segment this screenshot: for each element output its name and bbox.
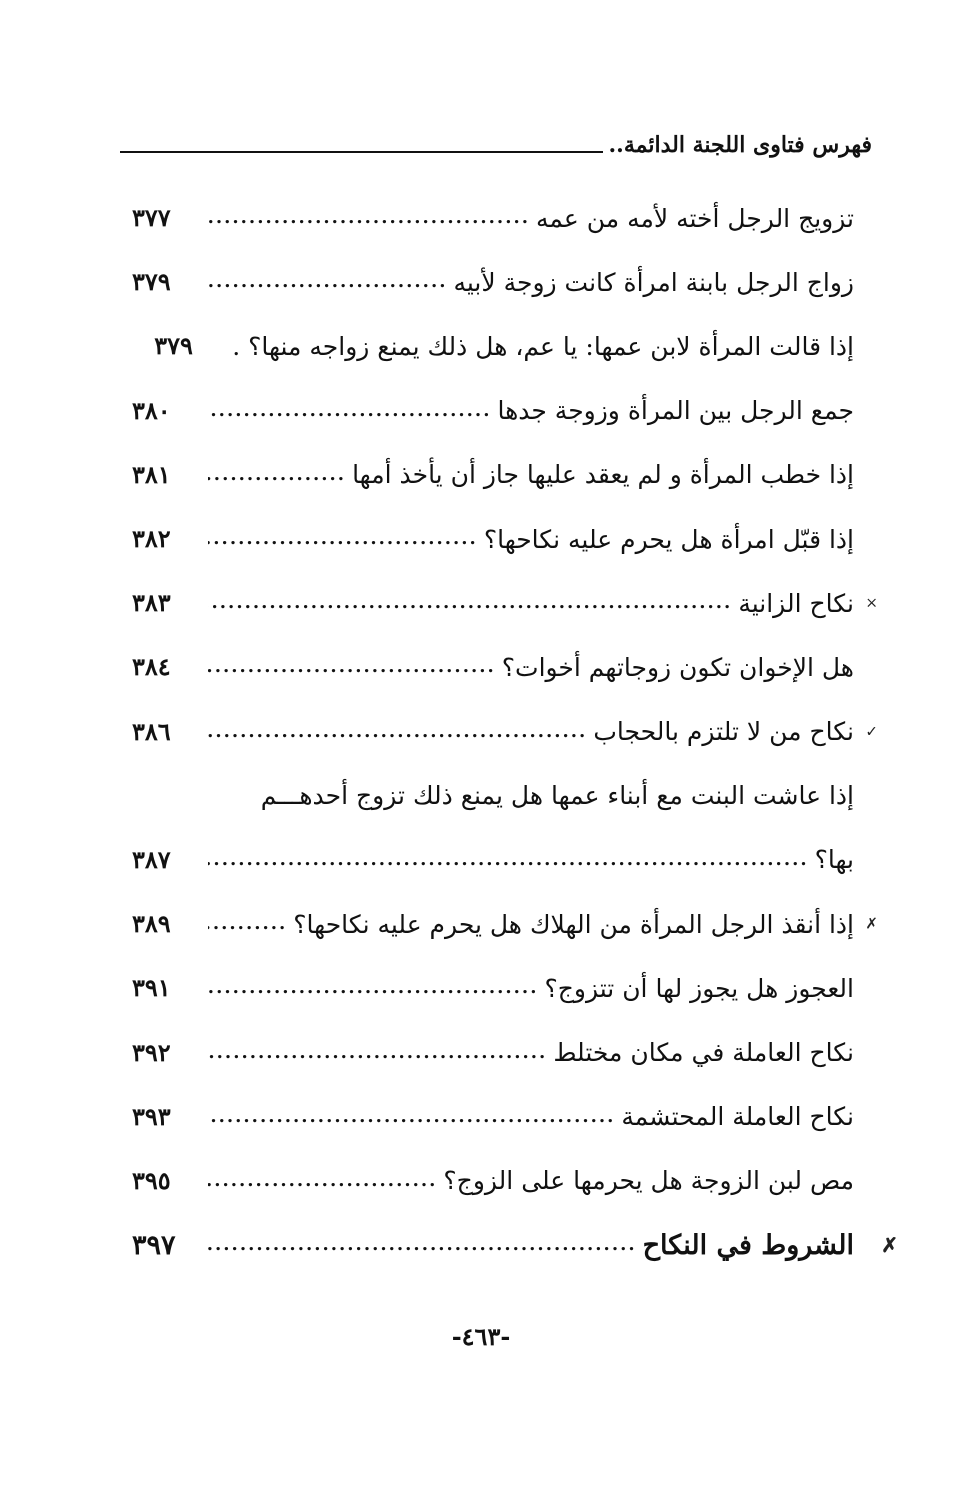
entry-page: ٣٩٥ — [132, 1165, 171, 1195]
toc-entry — [132, 828, 854, 892]
entry-title: نكاح الزانية — [738, 588, 854, 618]
entry-page: ٣٩٧ — [132, 1229, 176, 1261]
toc-entry — [132, 250, 854, 314]
header-title: فهرس فتاوى اللجنة الدائمة.. — [608, 132, 872, 158]
dot-leader — [208, 273, 447, 291]
entry-title: هل الإخوان تكون زوجاتهم أخوات؟ — [501, 652, 854, 682]
dot-leader — [208, 915, 287, 933]
dot-leader — [208, 209, 530, 227]
dot-leader — [208, 723, 587, 741]
entry-title: بها؟ — [814, 845, 854, 875]
toc-entry — [132, 635, 854, 699]
toc-entry — [132, 314, 854, 378]
entry-page: ٣٨٣ — [132, 588, 171, 618]
entry-title: نكاح العاملة في مكان مختلط — [553, 1038, 854, 1068]
dot-leader — [208, 1172, 437, 1190]
handwritten-mark-icon: × — [865, 593, 878, 612]
toc-entry — [132, 956, 854, 1020]
dot-leader — [208, 1108, 615, 1126]
entry-title: الشروط في النكاح — [642, 1229, 854, 1261]
toc-entry — [132, 700, 878, 764]
toc-entry — [132, 1085, 854, 1149]
entry-title: إذا عاشت البنت مع أبناء عمها هل يمنع ذلك تزوج أحدهـــم — [260, 781, 854, 811]
entry-title: زواج الرجل بابنة امرأة كانت زوجة لأبيه — [453, 267, 854, 297]
header-rule — [120, 151, 603, 153]
entry-title: جمع الرجل بين المرأة وزوجة جدها — [497, 396, 854, 426]
entry-page: ٣٩٢ — [132, 1037, 171, 1067]
handwritten-mark-icon: ✗ — [881, 1233, 898, 1258]
dot-leader — [208, 658, 496, 676]
toc-entry-section — [132, 1213, 898, 1277]
entry-title: العجوز هل يجوز لها أن تتزوج؟ — [544, 973, 854, 1003]
toc-entry — [132, 571, 878, 635]
entry-title: مص لبن الزوجة هل يحرمها على الزوج؟ — [443, 1166, 854, 1196]
entry-title: إذا خطب المرأة و لم يعقد عليها جاز أن يأخذ أمها — [352, 460, 854, 490]
entry-title: تزويج الرجل أخته لأمه من عمه — [536, 203, 854, 233]
entry-title: إذا قالت المرأة لابن عمها: يا عم، هل ذلك يمنع زواجه منها؟ . — [232, 331, 854, 361]
entry-page: ٣٨٢ — [132, 524, 171, 554]
entry-page: ٣٨٤ — [132, 652, 171, 682]
toc-entry — [132, 1149, 854, 1213]
dot-leader — [208, 1236, 637, 1254]
entry-title: نكاح من لا تلتزم بالحجاب — [593, 717, 854, 747]
dot-leader — [208, 979, 538, 997]
handwritten-mark-icon: ✗ — [865, 914, 878, 933]
page-number: -٤٦٣- — [451, 1322, 511, 1351]
entry-page: ٣٩٣ — [132, 1101, 171, 1131]
entry-title: نكاح العاملة المحتشمة — [621, 1102, 854, 1132]
dot-leader — [208, 1044, 547, 1062]
entry-page: ٣٨٩ — [132, 909, 171, 939]
entry-title: إذا أنقذ الرجل المرأة من الهلاك هل يحرم عليه نكاحها؟ — [293, 909, 854, 939]
dot-leader — [208, 530, 478, 548]
entry-page: ٣٨٧ — [132, 844, 171, 874]
entry-page: ٣٧٧ — [132, 203, 171, 233]
dot-leader — [208, 402, 491, 420]
entry-page: ٣٧٩ — [132, 267, 171, 297]
entry-page: ٣٨١ — [132, 459, 171, 489]
toc-entry — [132, 443, 854, 507]
entry-page: ٣٧٩ — [154, 331, 193, 361]
dot-leader — [208, 851, 809, 869]
toc-entry — [132, 1020, 854, 1084]
table-of-contents — [132, 186, 898, 1277]
toc-entry — [132, 507, 854, 571]
handwritten-mark-icon: ✓ — [865, 722, 878, 741]
toc-entry — [132, 186, 854, 250]
toc-entry — [132, 892, 878, 956]
running-header — [120, 128, 872, 162]
dot-leader — [208, 466, 346, 484]
entry-page: ٣٨٦ — [132, 716, 171, 746]
dot-leader — [208, 594, 732, 612]
toc-entry — [132, 764, 854, 828]
entry-title: إذا قبّل امرأة هل يحرم عليه نكاحها؟ — [483, 524, 854, 554]
entry-page: ٣٩١ — [132, 973, 171, 1003]
entry-page: ٣٨٠ — [132, 395, 171, 425]
toc-entry — [132, 379, 854, 443]
